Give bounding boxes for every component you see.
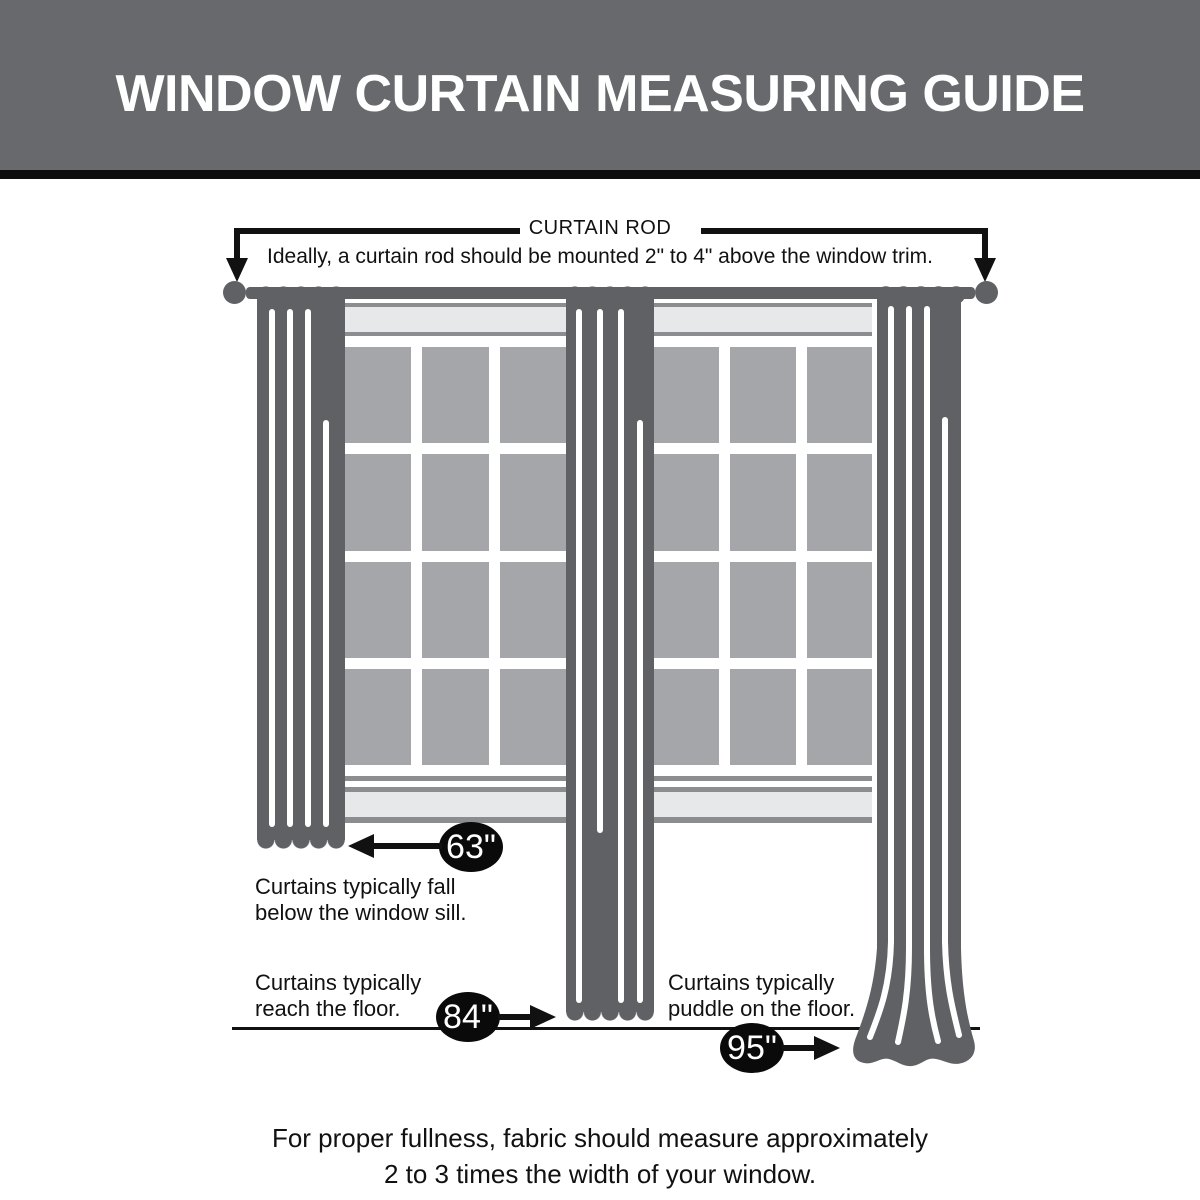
note-line: below the window sill. [255, 900, 467, 925]
measurement-badge-95 [720, 1023, 784, 1073]
window-pane [422, 562, 488, 658]
curtain-84-inch [566, 295, 654, 1012]
window-pane [500, 562, 566, 658]
arrow-right-icon [814, 1036, 840, 1060]
measurement-badge-84 [436, 992, 500, 1042]
arrow-shaft [498, 1014, 532, 1020]
pleat-highlight [305, 309, 311, 827]
window-pane [345, 454, 411, 550]
arrow-left-icon [348, 834, 374, 858]
pleat-highlight [618, 309, 624, 1003]
window-pane [500, 454, 566, 550]
curtain-rod-label: CURTAIN ROD [528, 217, 672, 239]
window-pane [345, 562, 411, 658]
window-pane [500, 347, 566, 443]
pleat-highlight [323, 420, 329, 827]
window-pane [422, 669, 488, 765]
curtain-rod-caption: Ideally, a curtain rod should be mounted 2" to 4" above the window trim. [267, 245, 933, 268]
window-pane [730, 454, 795, 550]
window-pane [500, 669, 566, 765]
window-pane [654, 669, 719, 765]
note-line: Curtains typically [255, 970, 422, 995]
footer-line: For proper fullness, fabric should measure approximately [271, 1123, 929, 1153]
measurement-value: 95" [727, 1028, 777, 1067]
curtain-95-inch [830, 275, 1000, 1075]
measurement-badge-63 [439, 822, 503, 872]
window-pane [345, 347, 411, 443]
note-84 [255, 970, 421, 1022]
window-pane [654, 562, 719, 658]
note-line: Curtains typically fall [255, 874, 456, 899]
pleat-highlight [637, 420, 643, 1003]
window-pane [730, 347, 795, 443]
rod-finial-left [223, 281, 246, 304]
window-pane [654, 347, 719, 443]
arrow-shaft [370, 843, 442, 849]
footer-note [0, 1120, 1200, 1192]
note-line: puddle on the floor. [668, 996, 856, 1021]
header-banner [0, 0, 1200, 170]
curtain-pleat-bottom [566, 1003, 654, 1021]
curtain-pleat-top [257, 286, 345, 304]
pleat-highlight [287, 309, 293, 827]
window-pane [422, 454, 488, 550]
window-pane [730, 669, 795, 765]
measurement-value: 84" [443, 997, 493, 1036]
note-63 [255, 874, 467, 926]
window-pane-grid-left [345, 347, 566, 765]
header-divider [0, 170, 1200, 179]
page-title: WINDOW CURTAIN MEASURING GUIDE [115, 65, 1085, 123]
note-95 [668, 970, 855, 1022]
window-pane [654, 454, 719, 550]
pleat-highlight [576, 309, 582, 1003]
curtain-63-inch [257, 295, 345, 840]
curtain-pleat-bottom [257, 831, 345, 849]
curtain-pleat-top [566, 286, 654, 304]
note-line: Curtains typically [668, 970, 835, 995]
footer-line: 2 to 3 times the width of your window. [383, 1159, 817, 1189]
pleat-highlight [269, 309, 275, 827]
window-pane [422, 347, 488, 443]
note-line: reach the floor. [255, 996, 401, 1021]
arrow-right-icon [530, 1005, 556, 1029]
measurement-value: 63" [446, 827, 496, 866]
window-pane [730, 562, 795, 658]
arrow-shaft [782, 1045, 816, 1051]
pleat-highlight [597, 309, 603, 833]
window-pane [345, 669, 411, 765]
curtain-body-puddle [853, 295, 975, 1066]
